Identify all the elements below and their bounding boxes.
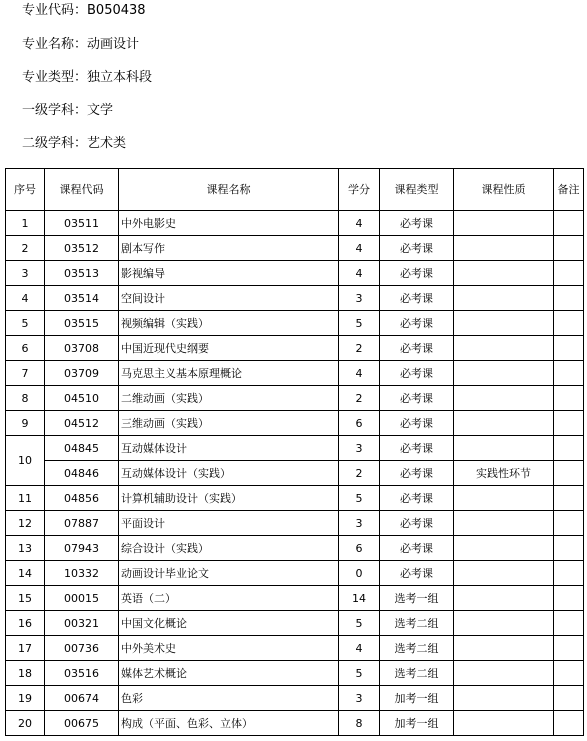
table-row bbox=[6, 686, 584, 711]
cell-course-type: 选考二组 bbox=[380, 611, 454, 636]
cell-course-type: 必考课 bbox=[380, 386, 454, 411]
cell-course-nature bbox=[454, 336, 554, 361]
cell-credit: 4 bbox=[339, 636, 380, 661]
table-row bbox=[6, 536, 584, 561]
table-row bbox=[6, 311, 584, 336]
cell-course-name: 中外美术史 bbox=[119, 636, 339, 661]
table-row bbox=[6, 711, 584, 736]
cell-credit: 3 bbox=[339, 511, 380, 536]
cell-credit: 5 bbox=[339, 611, 380, 636]
header-course-code: 课程代码 bbox=[45, 169, 119, 211]
cell-course-name: 英语（二） bbox=[119, 586, 339, 611]
cell-course-code: 03514 bbox=[45, 286, 119, 311]
cell-course-nature bbox=[454, 611, 554, 636]
cell-course-type: 必考课 bbox=[380, 536, 454, 561]
cell-course-type: 必考课 bbox=[380, 411, 454, 436]
cell-course-nature bbox=[454, 711, 554, 736]
cell-no: 8 bbox=[6, 386, 45, 411]
cell-course-name: 互动媒体设计 bbox=[119, 436, 339, 461]
cell-credit: 2 bbox=[339, 336, 380, 361]
cell-course-type: 必考课 bbox=[380, 261, 454, 286]
info-label: 一级学科： bbox=[22, 103, 88, 118]
cell-note bbox=[554, 311, 584, 336]
table-row bbox=[6, 336, 584, 361]
cell-course-code: 03515 bbox=[45, 311, 119, 336]
table-header-row bbox=[6, 169, 584, 211]
info-primary-discipline bbox=[22, 103, 113, 119]
cell-course-code: 07887 bbox=[45, 511, 119, 536]
cell-course-code: 04846 bbox=[45, 461, 119, 486]
cell-course-nature bbox=[454, 361, 554, 386]
cell-no: 4 bbox=[6, 286, 45, 311]
cell-credit: 4 bbox=[339, 361, 380, 386]
cell-course-code: 04856 bbox=[45, 486, 119, 511]
cell-course-type: 必考课 bbox=[380, 286, 454, 311]
cell-note bbox=[554, 461, 584, 486]
header-course-type: 课程类型 bbox=[380, 169, 454, 211]
info-value: 动画设计 bbox=[87, 37, 140, 52]
cell-note bbox=[554, 436, 584, 461]
cell-course-nature bbox=[454, 586, 554, 611]
table-row bbox=[6, 461, 584, 486]
cell-course-name: 色彩 bbox=[119, 686, 339, 711]
cell-no: 19 bbox=[6, 686, 45, 711]
cell-no: 12 bbox=[6, 511, 45, 536]
cell-course-type: 选考二组 bbox=[380, 661, 454, 686]
cell-course-type: 必考课 bbox=[380, 361, 454, 386]
cell-course-type: 必考课 bbox=[380, 511, 454, 536]
cell-course-code: 03513 bbox=[45, 261, 119, 286]
cell-course-type: 加考一组 bbox=[380, 711, 454, 736]
cell-note bbox=[554, 486, 584, 511]
table-row bbox=[6, 636, 584, 661]
cell-course-name: 计算机辅助设计（实践） bbox=[119, 486, 339, 511]
header-course-nature: 课程性质 bbox=[454, 169, 554, 211]
cell-credit: 3 bbox=[339, 286, 380, 311]
cell-course-type: 必考课 bbox=[380, 336, 454, 361]
cell-no: 1 bbox=[6, 211, 45, 236]
cell-no: 3 bbox=[6, 261, 45, 286]
info-value: 文学 bbox=[87, 103, 114, 118]
cell-course-name: 中外电影史 bbox=[119, 211, 339, 236]
cell-note bbox=[554, 636, 584, 661]
cell-course-code: 03708 bbox=[45, 336, 119, 361]
cell-course-code: 00015 bbox=[45, 586, 119, 611]
cell-note bbox=[554, 386, 584, 411]
cell-credit: 2 bbox=[339, 386, 380, 411]
cell-note bbox=[554, 286, 584, 311]
cell-no: 20 bbox=[6, 711, 45, 736]
cell-course-nature bbox=[454, 236, 554, 261]
cell-course-name: 互动媒体设计（实践） bbox=[119, 461, 339, 486]
cell-course-type: 必考课 bbox=[380, 236, 454, 261]
cell-note bbox=[554, 561, 584, 586]
table-row bbox=[6, 211, 584, 236]
info-secondary-discipline bbox=[22, 136, 126, 152]
cell-course-nature bbox=[454, 636, 554, 661]
cell-no: 17 bbox=[6, 636, 45, 661]
table-row bbox=[6, 586, 584, 611]
table-row bbox=[6, 236, 584, 261]
cell-credit: 14 bbox=[339, 586, 380, 611]
cell-credit: 4 bbox=[339, 261, 380, 286]
table-row bbox=[6, 261, 584, 286]
cell-course-name: 媒体艺术概论 bbox=[119, 661, 339, 686]
cell-course-nature bbox=[454, 311, 554, 336]
cell-course-nature bbox=[454, 436, 554, 461]
cell-no: 16 bbox=[6, 611, 45, 636]
cell-course-nature bbox=[454, 561, 554, 586]
cell-note bbox=[554, 711, 584, 736]
header-credit: 学分 bbox=[339, 169, 380, 211]
cell-note bbox=[554, 236, 584, 261]
cell-course-nature bbox=[454, 486, 554, 511]
cell-course-type: 必考课 bbox=[380, 561, 454, 586]
info-value: 独立本科段 bbox=[87, 70, 153, 85]
table-row bbox=[6, 661, 584, 686]
cell-no: 6 bbox=[6, 336, 45, 361]
cell-note bbox=[554, 361, 584, 386]
course-table bbox=[5, 168, 584, 736]
table-row bbox=[6, 361, 584, 386]
cell-no: 2 bbox=[6, 236, 45, 261]
info-value: B050438 bbox=[87, 3, 146, 18]
info-label: 专业名称： bbox=[22, 37, 88, 52]
cell-note bbox=[554, 586, 584, 611]
cell-credit: 8 bbox=[339, 711, 380, 736]
table-row bbox=[6, 561, 584, 586]
cell-course-name: 空间设计 bbox=[119, 286, 339, 311]
info-type bbox=[22, 70, 152, 86]
cell-note bbox=[554, 511, 584, 536]
cell-course-code: 07943 bbox=[45, 536, 119, 561]
cell-credit: 5 bbox=[339, 661, 380, 686]
cell-course-name: 中国近现代史纲要 bbox=[119, 336, 339, 361]
cell-course-name: 中国文化概论 bbox=[119, 611, 339, 636]
cell-credit: 6 bbox=[339, 536, 380, 561]
cell-note bbox=[554, 536, 584, 561]
cell-course-code: 00675 bbox=[45, 711, 119, 736]
cell-course-code: 04512 bbox=[45, 411, 119, 436]
table-row bbox=[6, 386, 584, 411]
cell-credit: 2 bbox=[339, 461, 380, 486]
cell-course-nature bbox=[454, 261, 554, 286]
cell-credit: 4 bbox=[339, 211, 380, 236]
info-code bbox=[22, 3, 146, 19]
header-no: 序号 bbox=[6, 169, 45, 211]
table-row bbox=[6, 511, 584, 536]
info-name bbox=[22, 37, 139, 53]
cell-course-type: 加考一组 bbox=[380, 686, 454, 711]
table-row bbox=[6, 436, 584, 461]
info-value: 艺术类 bbox=[87, 136, 127, 151]
info-label: 专业代码： bbox=[22, 3, 88, 18]
cell-no: 18 bbox=[6, 661, 45, 686]
cell-course-name: 动画设计毕业论文 bbox=[119, 561, 339, 586]
cell-note bbox=[554, 261, 584, 286]
cell-credit: 5 bbox=[339, 311, 380, 336]
header-note: 备注 bbox=[554, 169, 584, 211]
cell-course-nature bbox=[454, 411, 554, 436]
cell-note bbox=[554, 211, 584, 236]
cell-course-type: 必考课 bbox=[380, 211, 454, 236]
cell-credit: 6 bbox=[339, 411, 380, 436]
cell-no: 5 bbox=[6, 311, 45, 336]
cell-course-nature bbox=[454, 286, 554, 311]
cell-course-nature bbox=[454, 386, 554, 411]
cell-course-type: 必考课 bbox=[380, 486, 454, 511]
cell-course-name: 平面设计 bbox=[119, 511, 339, 536]
cell-credit: 4 bbox=[339, 236, 380, 261]
cell-course-code: 04510 bbox=[45, 386, 119, 411]
cell-credit: 0 bbox=[339, 561, 380, 586]
cell-no: 15 bbox=[6, 586, 45, 611]
cell-note bbox=[554, 686, 584, 711]
cell-course-type: 选考二组 bbox=[380, 636, 454, 661]
cell-note bbox=[554, 661, 584, 686]
cell-course-name: 综合设计（实践） bbox=[119, 536, 339, 561]
info-label: 专业类型： bbox=[22, 70, 88, 85]
cell-note bbox=[554, 611, 584, 636]
cell-course-type: 选考一组 bbox=[380, 586, 454, 611]
table-body bbox=[6, 211, 584, 736]
table-row bbox=[6, 486, 584, 511]
cell-note bbox=[554, 336, 584, 361]
cell-course-nature bbox=[454, 536, 554, 561]
table-row bbox=[6, 286, 584, 311]
cell-credit: 5 bbox=[339, 486, 380, 511]
cell-course-code: 10332 bbox=[45, 561, 119, 586]
cell-no: 11 bbox=[6, 486, 45, 511]
cell-course-name: 马克思主义基本原理概论 bbox=[119, 361, 339, 386]
cell-course-name: 影视编导 bbox=[119, 261, 339, 286]
cell-course-name: 二维动画（实践） bbox=[119, 386, 339, 411]
cell-credit: 3 bbox=[339, 686, 380, 711]
cell-no: 10 bbox=[6, 436, 45, 486]
cell-course-code: 04845 bbox=[45, 436, 119, 461]
cell-course-type: 必考课 bbox=[380, 436, 454, 461]
cell-course-type: 必考课 bbox=[380, 461, 454, 486]
table-row bbox=[6, 411, 584, 436]
cell-no: 14 bbox=[6, 561, 45, 586]
cell-no: 9 bbox=[6, 411, 45, 436]
header-course-name: 课程名称 bbox=[119, 169, 339, 211]
cell-course-code: 03512 bbox=[45, 236, 119, 261]
cell-course-nature bbox=[454, 661, 554, 686]
cell-course-nature bbox=[454, 686, 554, 711]
cell-course-nature bbox=[454, 511, 554, 536]
table-row bbox=[6, 611, 584, 636]
cell-no: 7 bbox=[6, 361, 45, 386]
cell-course-type: 必考课 bbox=[380, 311, 454, 336]
info-label: 二级学科： bbox=[22, 136, 88, 151]
cell-note bbox=[554, 411, 584, 436]
cell-course-nature: 实践性环节 bbox=[454, 461, 554, 486]
cell-course-name: 构成（平面、色彩、立体） bbox=[119, 711, 339, 736]
cell-course-code: 00321 bbox=[45, 611, 119, 636]
cell-no: 13 bbox=[6, 536, 45, 561]
cell-course-nature bbox=[454, 211, 554, 236]
cell-course-name: 视频编辑（实践） bbox=[119, 311, 339, 336]
cell-course-code: 03709 bbox=[45, 361, 119, 386]
cell-course-code: 03511 bbox=[45, 211, 119, 236]
cell-course-code: 00674 bbox=[45, 686, 119, 711]
cell-credit: 3 bbox=[339, 436, 380, 461]
cell-course-name: 三维动画（实践） bbox=[119, 411, 339, 436]
cell-course-name: 剧本写作 bbox=[119, 236, 339, 261]
cell-course-code: 03516 bbox=[45, 661, 119, 686]
cell-course-code: 00736 bbox=[45, 636, 119, 661]
